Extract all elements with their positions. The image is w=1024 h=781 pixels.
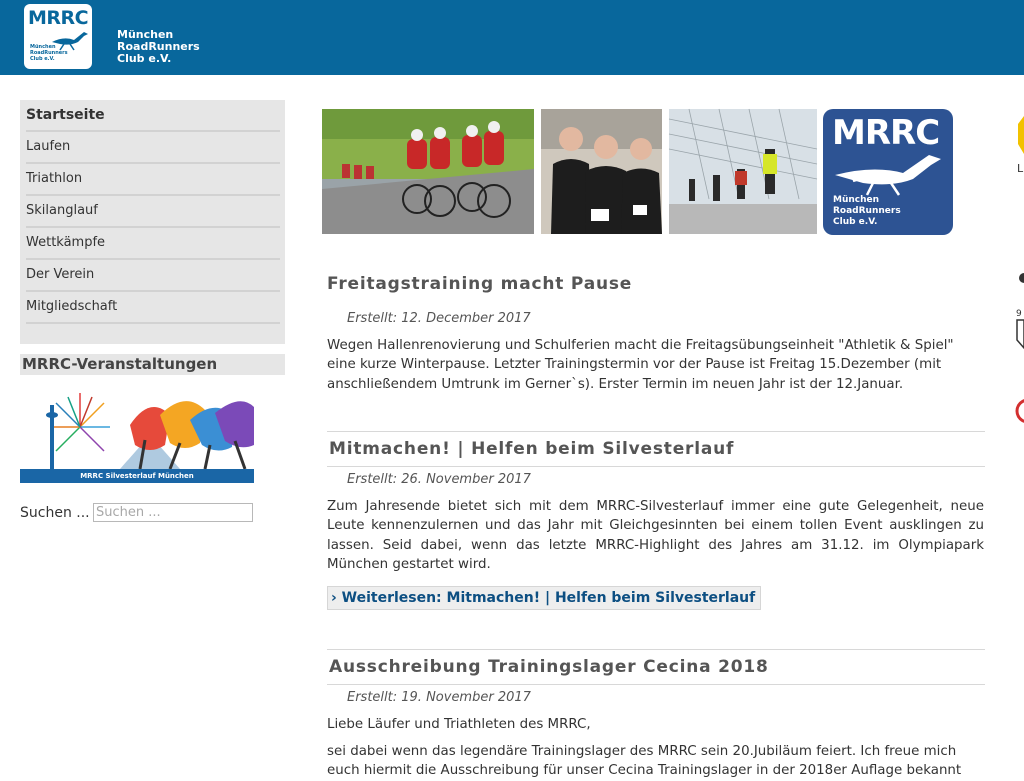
readmore-link[interactable]: › Weiterlesen: Mitmachen! | Helfen beim Silvesterlauf xyxy=(327,586,761,610)
svg-text:L: L xyxy=(1017,162,1024,175)
gallery-logo-line: RoadRunners xyxy=(833,206,901,216)
svg-text:9: 9 xyxy=(1016,309,1022,319)
photo-triathletes xyxy=(541,109,662,234)
article-body: Wegen Hallenrenovierung und Schulferien macht die Freitagsübungseinheit "Athletik & Spiel" eine kurze Winterpause. Letzter Trainingstermin vor der Pause ist Freitag 15.Dezember (mit anschließendem Umtrunk im Gerner`s). Erster Termin im neuen Jahr ist der 12.Januar. xyxy=(327,338,954,392)
article-body: Zum Jahresende bietet sich mit dem MRRC-Silvesterlauf immer eine gute Gelegenheit, neue Leute kennenzulernen und das Jahr mit Gleichgesinnten bei einem tollen Event ausklingen zu lassen. Seid dabei, wenn das letzte MRRC-Highlight des Jahres am 31.12. im Olympiapark München gestartet wird. xyxy=(327,499,984,572)
nav-item-startseite[interactable]: Startseite xyxy=(26,100,280,132)
banner-caption: MRRC Silvesterlauf München xyxy=(20,469,254,483)
partner-logo[interactable] xyxy=(1016,114,1024,176)
search-input[interactable] xyxy=(93,503,253,522)
search-label: Suchen ... xyxy=(20,505,90,521)
article-title-freitagstraining[interactable]: Freitagstraining macht Pause xyxy=(327,274,633,294)
club-name-line: RoadRunners xyxy=(117,40,200,53)
logo-text: MRRC xyxy=(28,7,89,29)
club-name-line: München xyxy=(117,28,174,41)
roadrunner-icon xyxy=(833,147,945,197)
logo-subtext: München RoadRunners Club e.V. xyxy=(30,44,68,62)
nav-item-mitgliedschaft[interactable]: Mitgliedschaft xyxy=(26,292,280,324)
gallery-logo-line: Club e.V. xyxy=(833,217,878,227)
photo-runners-olympiapark xyxy=(669,109,817,234)
photo-cyclists xyxy=(322,109,534,234)
article-body: sei dabei wenn das legendäre Trainingslager des MRRC sein 20.Jubiläum feiert. Ich freue mich euch hiermit die Ausschreibung für unser Cecina Trainingslager in der 2018er Auflage bekannt xyxy=(327,744,962,779)
club-name-line: Club e.V. xyxy=(117,52,172,65)
gallery-logo-subtext xyxy=(833,195,933,228)
article-body: Liebe Läufer und Triathleten des MRRC, xyxy=(327,717,591,732)
gallery-logo-text: MRRC xyxy=(832,113,940,153)
nav-item-triathlon[interactable]: Triathlon xyxy=(26,164,280,196)
nav-item-laufen[interactable]: Laufen xyxy=(26,132,280,164)
gallery-mrrc-logo xyxy=(823,109,953,235)
site-logo[interactable] xyxy=(24,4,92,69)
article-created-date: Erstellt: 26. November 2017 xyxy=(347,472,531,487)
main-navigation xyxy=(20,100,285,344)
article-created-date: Erstellt: 12. December 2017 xyxy=(347,311,531,326)
article-title-trainingslager[interactable]: Ausschreibung Trainingslager Cecina 2018 xyxy=(327,649,985,685)
nav-item-wettkaempfe[interactable]: Wettkämpfe xyxy=(26,228,280,260)
partner-logo[interactable] xyxy=(1016,396,1024,426)
article-title-silvesterlauf[interactable]: Mitmachen! | Helfen beim Silvesterlauf xyxy=(327,431,985,467)
banner-artwork xyxy=(20,385,254,469)
article-created-date: Erstellt: 19. November 2017 xyxy=(347,690,531,705)
club-name[interactable] xyxy=(117,29,227,65)
nav-item-skilanglauf[interactable]: Skilanglauf xyxy=(26,196,280,228)
silvesterlauf-banner[interactable] xyxy=(20,385,254,483)
gallery-logo-line: München xyxy=(833,195,880,205)
nav-item-der-verein[interactable]: Der Verein xyxy=(26,260,280,292)
events-heading: MRRC-Veranstaltungen xyxy=(20,354,285,375)
partner-logo[interactable] xyxy=(1016,270,1024,350)
site-header xyxy=(0,0,1024,75)
